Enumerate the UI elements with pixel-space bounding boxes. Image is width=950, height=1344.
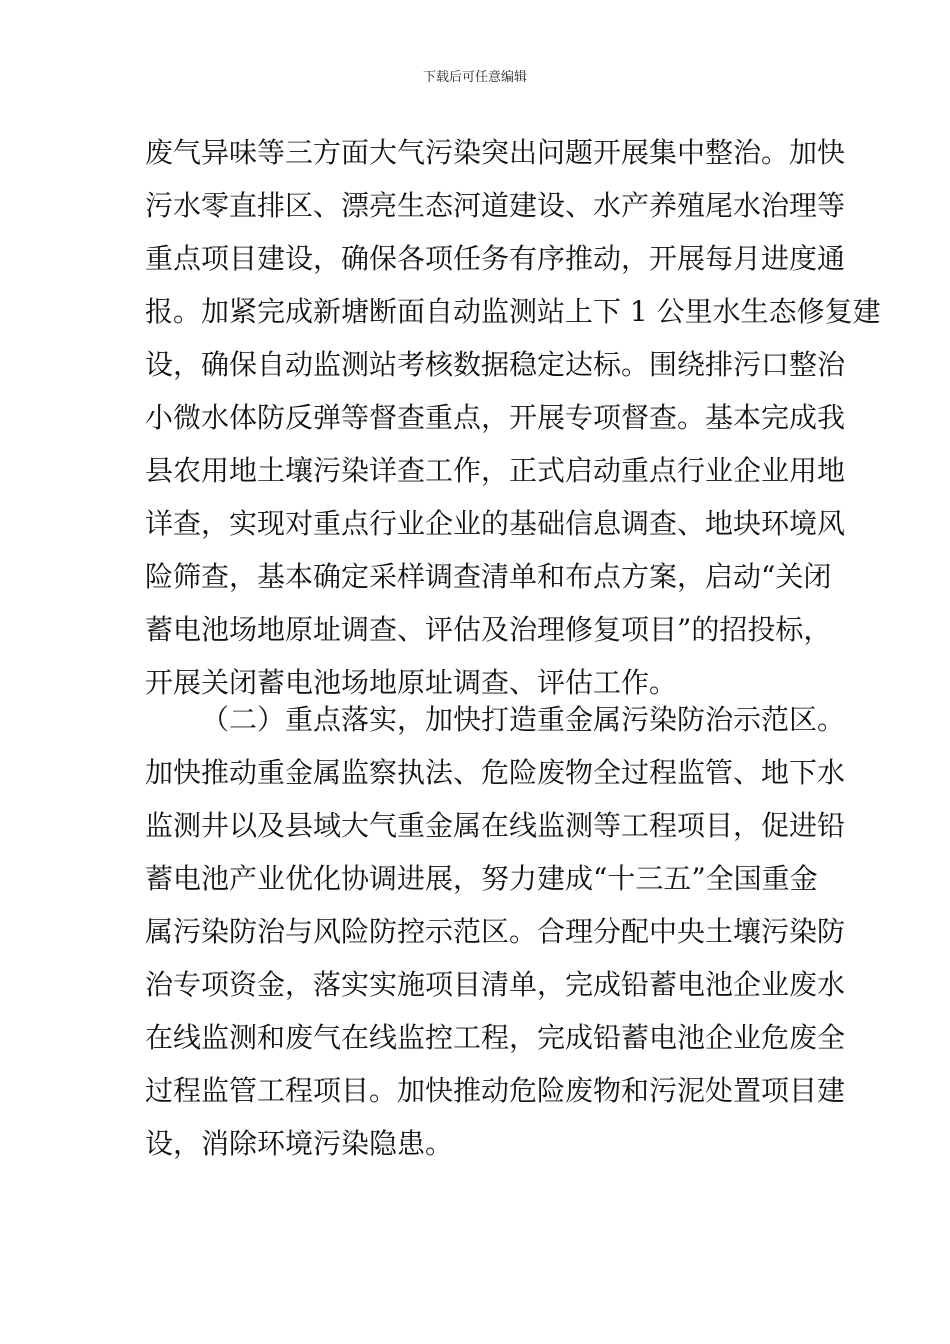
text-line: 废气异味等三方面大气污染突出问题开展集中整治。加快 — [145, 136, 846, 169]
text-line: 过程监管工程项目。加快推动危险废物和污泥处置项目建 — [145, 1074, 846, 1107]
text-line: 重点项目建设，确保各项任务有序推动，开展每月进度通 — [145, 242, 846, 275]
text-line: 小微水体防反弹等督查重点，开展专项督查。基本完成我 — [145, 401, 846, 434]
text-line: 险筛查，基本确定采样调查清单和布点方案，启动“关闭 — [145, 560, 832, 593]
text-line: 蓄电池产业优化协调进展，努力建成“十三五”全国重金 — [145, 862, 818, 895]
paragraph-2 — [145, 693, 846, 1170]
text-line: 加快推动重金属监察执法、危险废物全过程监管、地下水 — [145, 756, 846, 789]
text-line: 属污染防治与风险防控示范区。合理分配中央土壤污染防 — [145, 915, 846, 948]
text-line: 设，消除环境污染隐患。 — [145, 1127, 454, 1160]
text-line: 在线监测和废气在线监控工程，完成铅蓄电池企业危废全 — [145, 1021, 846, 1054]
text-line: 监测井以及县域大气重金属在线监测等工程项目，促进铅 — [145, 809, 846, 842]
text-line: 报。加紧完成新塘断面自动监测站上下 1 公里水生态修复建 — [145, 295, 881, 328]
text-line: 县农用地土壤污染详查工作，正式启动重点行业企业用地 — [145, 454, 846, 487]
paragraph-1 — [145, 126, 881, 709]
text-line: 治专项资金，落实实施项目清单，完成铅蓄电池企业废水 — [145, 968, 846, 1001]
text-line: 蓄电池场地原址调查、评估及治理修复项目”的招投标， — [145, 613, 832, 646]
text-line: 污水零直排区、漂亮生态河道建设、水产养殖尾水治理等 — [145, 189, 846, 222]
text-line: 详查，实现对重点行业企业的基础信息调查、地块环境风 — [145, 507, 846, 540]
section-heading-line: （二）重点落实，加快打造重金属污染防治示范区。 — [201, 703, 846, 736]
header-note: 下载后可任意编辑 — [422, 70, 527, 85]
text-line: 开展关闭蓄电池场地原址调查、评估工作。 — [145, 666, 678, 699]
text-line: 设，确保自动监测站考核数据稳定达标。围绕排污口整治 — [145, 348, 846, 381]
